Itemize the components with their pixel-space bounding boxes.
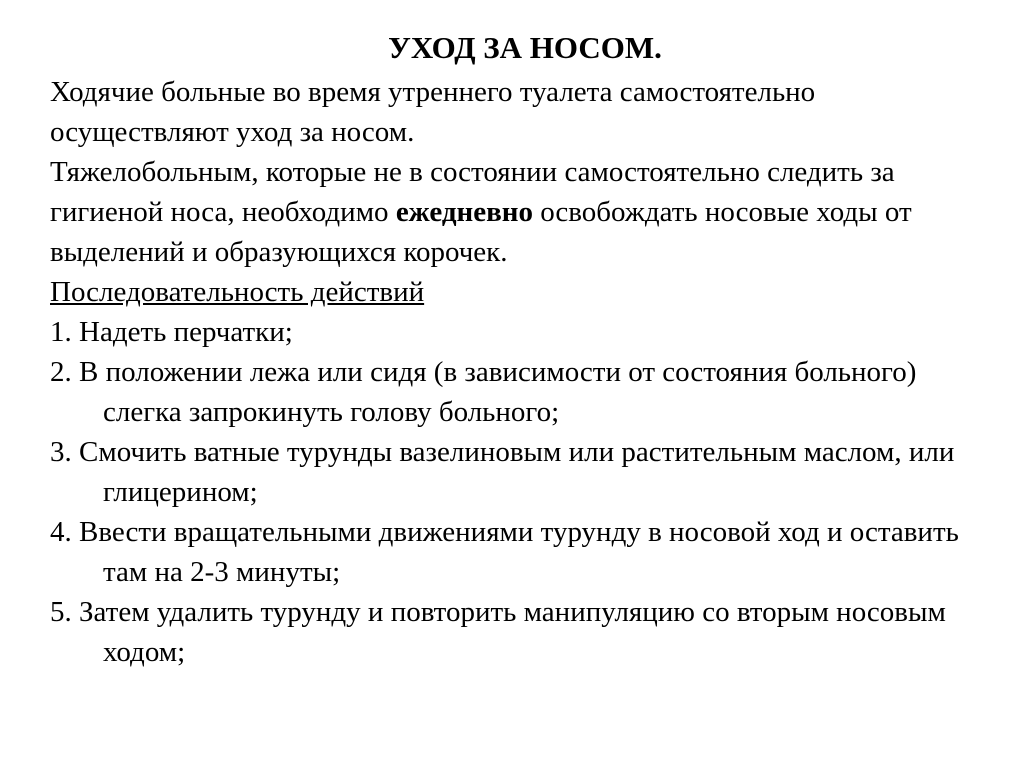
paragraph-text-before: Тяжелобольным, которые не в состоянии самостоятельно следить за гигиеной носа, необходимо <box>50 156 895 228</box>
intro-paragraph: Ходячие больные во время утреннего туалета самостоятельно осуществляют уход за носом. <box>50 76 816 148</box>
steps-list <box>50 312 1000 672</box>
bedridden-paragraph <box>50 152 1000 272</box>
paragraph-text-after: освобождать носовые ходы от выделений и образующихся корочек. <box>50 196 912 268</box>
step-item-3: 3. Смочить ватные турунды вазелиновым или растительным маслом, или глицерином; <box>50 436 955 508</box>
emphasis-daily: ежедневно <box>395 196 533 228</box>
step-item-1: 1. Надеть перчатки; <box>50 316 293 348</box>
step-item-4: 4. Ввести вращательными движениями турунду в носовой ход и оставить там на 2-3 минуты; <box>50 516 959 588</box>
page-title: УХОД ЗА НОСОМ. <box>388 30 662 65</box>
step-item-5: 5. Затем удалить турунду и повторить манипуляцию со вторым носовым ходом; <box>50 596 946 668</box>
slide-content <box>50 28 1000 672</box>
step-item-2: 2. В положении лежа или сидя (в зависимости от состояния больного) слегка запрокинуть голову больного; <box>50 356 917 428</box>
sequence-heading: Последовательность действий <box>50 276 425 308</box>
